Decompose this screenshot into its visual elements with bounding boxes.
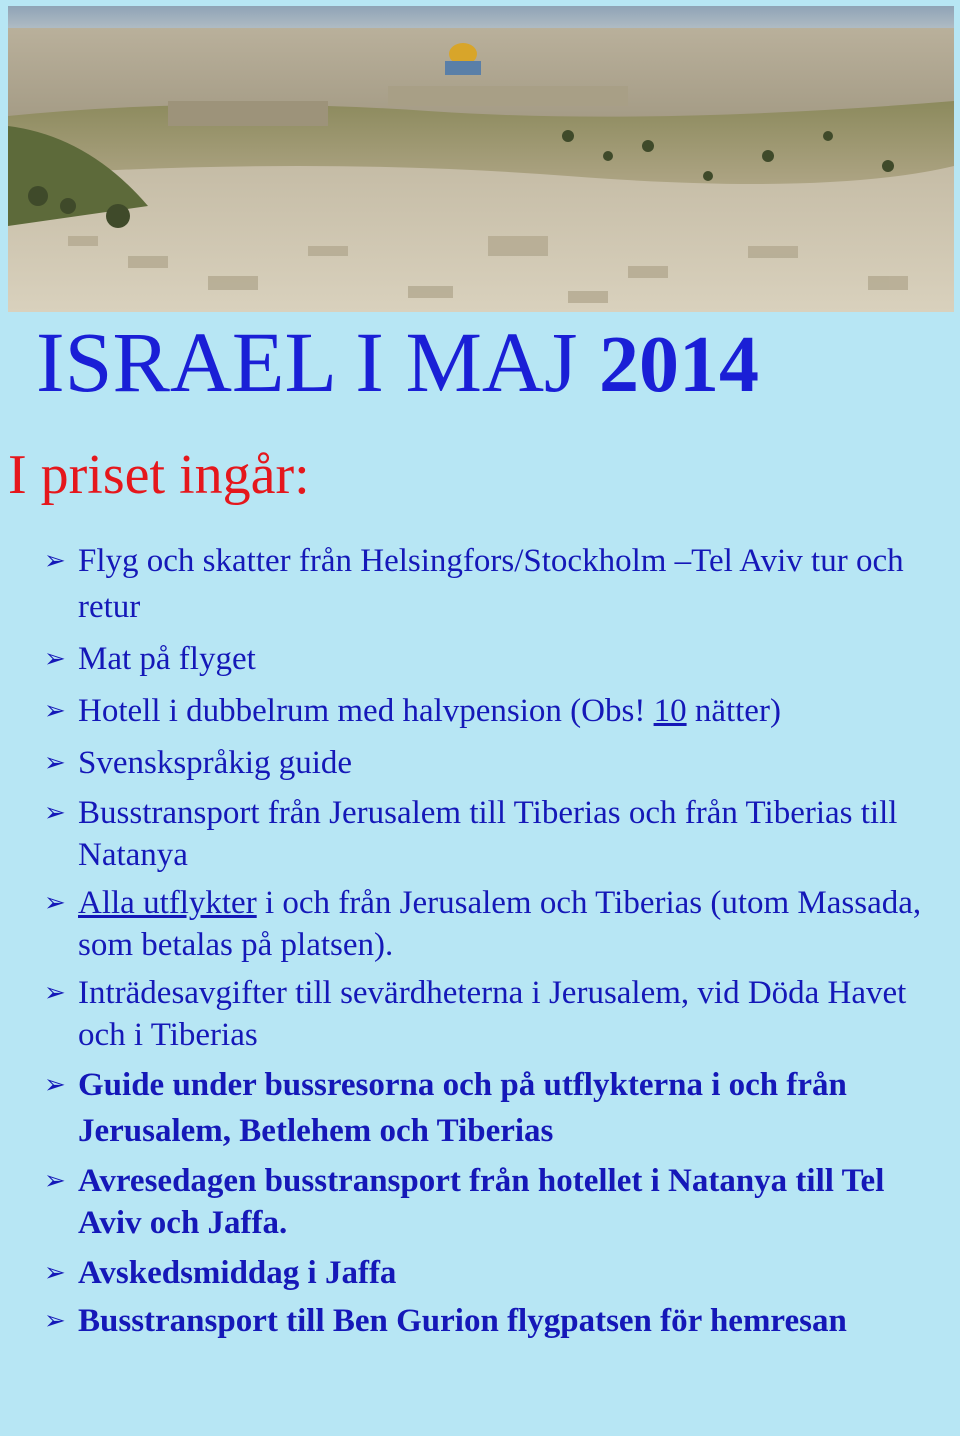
arrow-bullet-icon: ➢ <box>44 748 66 778</box>
title-year: 2014 <box>599 321 759 409</box>
list-item-text: Hotell i dubbelrum med halvpension (Obs! <box>78 693 654 729</box>
list-item <box>44 1062 944 1154</box>
arrow-bullet-icon: ➢ <box>44 696 66 726</box>
arrow-bullet-icon: ➢ <box>44 978 66 1008</box>
page-title <box>36 312 759 415</box>
list-item <box>44 1300 944 1342</box>
arrow-bullet-icon: ➢ <box>44 1258 66 1288</box>
included-heading: I priset ingår: <box>8 444 310 506</box>
list-item <box>44 1160 944 1244</box>
list-item-text: nätter) <box>686 693 781 729</box>
list-item <box>44 636 944 682</box>
list-item-underlined-text: 10 <box>653 693 687 729</box>
list-item <box>44 538 944 630</box>
list-item-text: Busstransport till Ben Gurion flygpatsen för hemresan <box>78 1303 847 1339</box>
list-item <box>44 740 944 786</box>
jerusalem-panorama-image <box>8 6 954 312</box>
arrow-bullet-icon: ➢ <box>44 798 66 828</box>
list-item-text: Avskedsmiddag i Jaffa <box>78 1255 397 1291</box>
included-list <box>44 538 944 1342</box>
title-text: ISRAEL I MAJ <box>36 314 599 410</box>
list-item-text: i och från Jerusalem och Tiberias (utom Massada, som betalas på platsen). <box>78 885 922 963</box>
list-item-text: Inträdesavgifter till sevärdheterna i Jerusalem, vid Döda Havet och i Tiberias <box>78 975 907 1053</box>
list-item <box>44 972 944 1056</box>
arrow-bullet-icon: ➢ <box>44 1070 66 1100</box>
arrow-bullet-icon: ➢ <box>44 1166 66 1196</box>
list-item-text: Avresedagen busstransport från hotellet i Natanya till Tel Aviv och Jaffa. <box>78 1163 885 1241</box>
arrow-bullet-icon: ➢ <box>44 546 66 576</box>
list-item <box>44 1250 944 1296</box>
list-item-text: Busstransport från Jerusalem till Tiberias och från Tiberias till Natanya <box>78 795 898 873</box>
list-item <box>44 688 944 734</box>
list-item <box>44 792 944 876</box>
list-item <box>44 882 944 966</box>
arrow-bullet-icon: ➢ <box>44 1306 66 1336</box>
list-item-text: Mat på flyget <box>78 641 256 677</box>
arrow-bullet-icon: ➢ <box>44 888 66 918</box>
arrow-bullet-icon: ➢ <box>44 644 66 674</box>
list-item-text: Svenskspråkig guide <box>78 745 353 781</box>
list-item-text: Flyg och skatter från Helsingfors/Stockholm –Tel Aviv tur och retur <box>78 543 904 625</box>
list-item-text: Guide under bussresorna och på utflykterna i och från Jerusalem, Betlehem och Tiberias <box>78 1067 847 1149</box>
list-item-underlined-text: Alla utflykter <box>78 885 257 921</box>
